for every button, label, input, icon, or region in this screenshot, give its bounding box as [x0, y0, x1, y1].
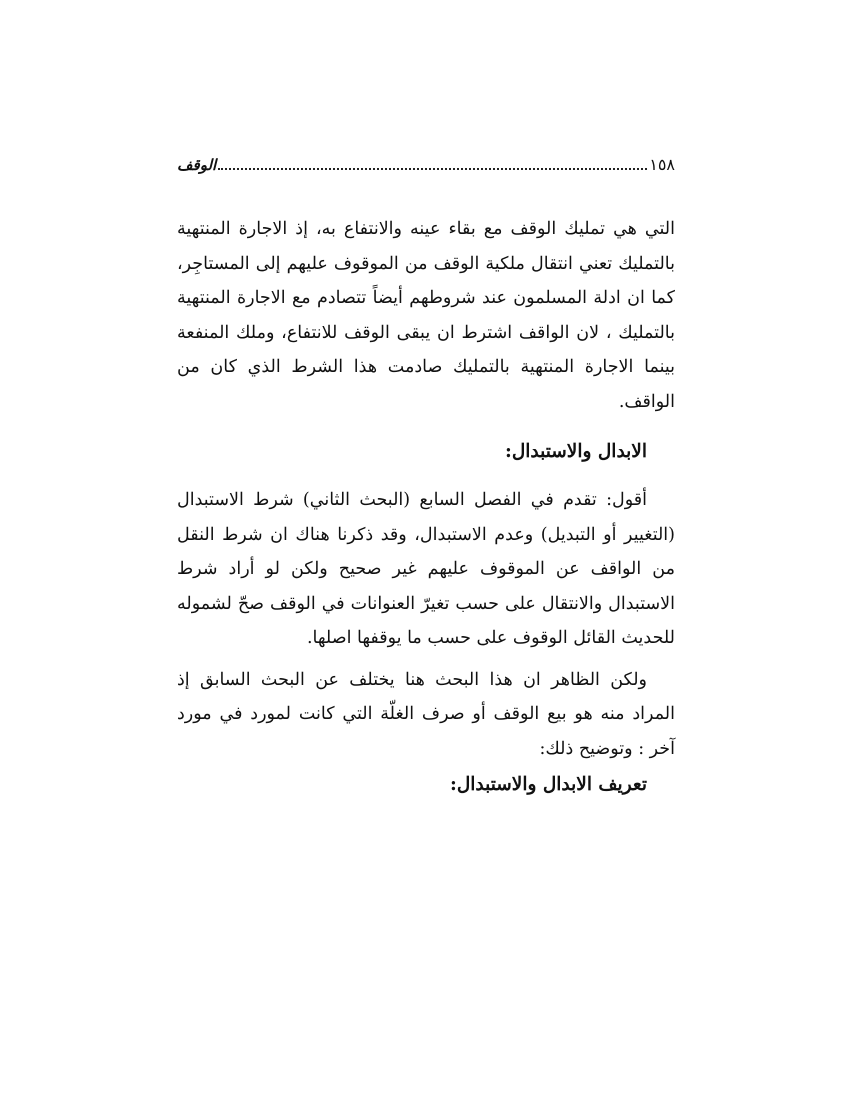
running-header	[177, 150, 675, 180]
header-dot-leader	[218, 167, 647, 170]
body-paragraph-1: التي هي تمليك الوقف مع بقاء عينه والانتفاع به، إذ الاجارة المنتهية بالتمليك تعني انتقال ملكية الوقف من الموقوف عليهم إلى المستاجِر، كما ان ادلة المسلمون عند شروطهم أيضاً تتصادم مع الاجارة المنتهية بالتمليك ، لان الواقف اشترط ان يبقى الوقف للانتفاع، وملك المنفعة بينما الاجارة المنتهية بالتمليك صادمت هذا الشرط الذي كان من الواقف.	[177, 219, 675, 412]
page-number: ١٥٨	[649, 155, 675, 174]
running-header-title: الوقف	[177, 156, 217, 174]
body-paragraph-2: أقول: تقدم في الفصل السابع (البحث الثاني) شرط الاستبدال (التغيير أو التبديل) وعدم الاستبدال، وقد ذكرنا هناك ان شرط النقل من الواقف عن الموقوف عليهم غير صحيح ولكن لو أراد شرط الاستبدال والانتقال على حسب تغيرّ العنوانات في الوقف صحّ لشموله للحديث القائل الوقوف على حسب ما يوقفها اصلها.	[177, 490, 675, 648]
document-page	[177, 150, 675, 804]
body-paragraph-3: ولكن الظاهر ان هذا البحث هنا يختلف عن البحث السابق إذ المراد منه هو بيع الوقف أو صرف الغلّة التي كانت لمورد في مورد آخر : وتوضيح ذلك:	[177, 669, 675, 759]
section-heading-definition: تعريف الابدال والاستبدال:	[449, 774, 647, 795]
section-heading-ibdal-istibdal: الابدال والاستبدال:	[505, 441, 647, 462]
